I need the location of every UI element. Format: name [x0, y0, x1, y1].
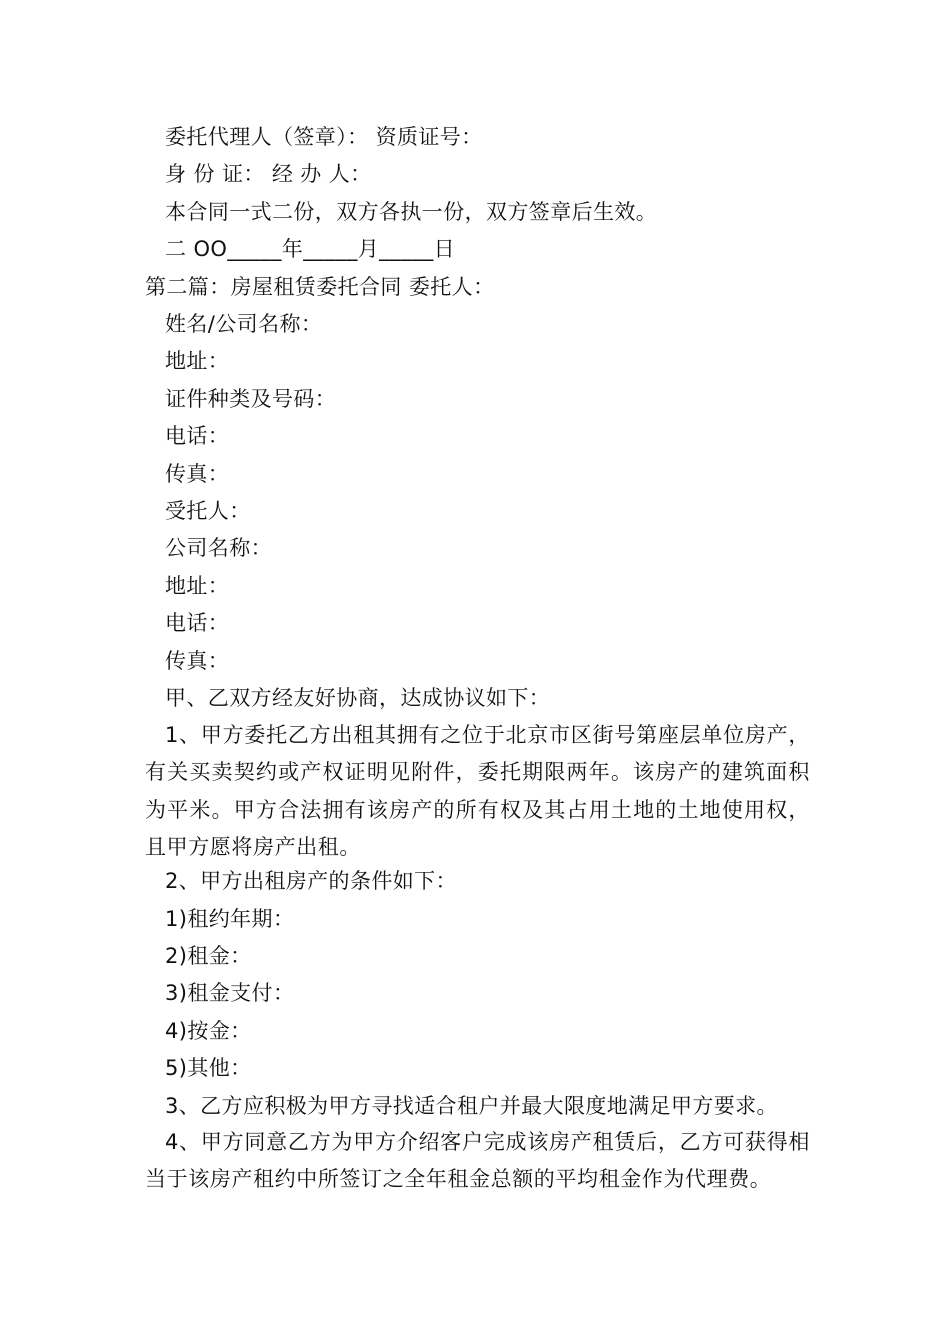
condition-other: 5)其他： [165, 1056, 252, 1080]
date-line: 二 OO_____年_____月_____日 [165, 237, 456, 261]
clause-1-paragraph: 1、甲方委托乙方出租其拥有之位于北京市区街号第座层单位房产，有关买卖契约或产权证明见附件，委托期限两年。该房产的建筑面积为平米。甲方合法拥有该房产的所有权及其占用土地的土地使用权，且甲方愿将房产出租。 [145, 723, 810, 859]
condition-lease-term: 1)租约年期： [165, 907, 295, 931]
copies-clause: 本合同一式二份，双方各执一份，双方签章后生效。 [165, 200, 658, 224]
principal-phone-field: 电话： [165, 424, 230, 448]
clause-4-paragraph: 4、甲方同意乙方为甲方介绍客户完成该房产租赁后，乙方可获得相当于该房产租约中所签订之全年租金总额的平均租金作为代理费。 [145, 1130, 810, 1192]
principal-id-field: 证件种类及号码： [165, 387, 337, 411]
agent-heading: 受托人： [165, 499, 251, 523]
agent-company-field: 公司名称： [165, 536, 272, 560]
clause-3-paragraph: 3、乙方应积极为甲方寻找适合租户并最大限度地满足甲方要求。 [165, 1094, 778, 1118]
condition-deposit: 4)按金： [165, 1019, 252, 1043]
condition-rent: 2)租金： [165, 944, 252, 968]
agent-fax-field: 传真： [165, 649, 230, 673]
agreement-intro: 甲、乙双方经友好协商，达成协议如下： [165, 686, 551, 710]
agent-phone-field: 电话： [165, 611, 230, 635]
section-heading: 第二篇：房屋租赁委托合同 委托人： [145, 275, 495, 299]
id-handler-line: 身 份 证： 经 办 人： [165, 162, 372, 186]
principal-name-field: 姓名/公司名称： [165, 312, 323, 336]
clause-2-heading: 2、甲方出租房产的条件如下： [165, 869, 457, 893]
principal-fax-field: 传真： [165, 462, 230, 486]
condition-rent-payment: 3)租金支付： [165, 981, 295, 1005]
agent-signature-line: 委托代理人（签章）： 资质证号： [165, 125, 483, 149]
principal-address-field: 地址： [165, 349, 230, 373]
agent-address-field: 地址： [165, 574, 230, 598]
